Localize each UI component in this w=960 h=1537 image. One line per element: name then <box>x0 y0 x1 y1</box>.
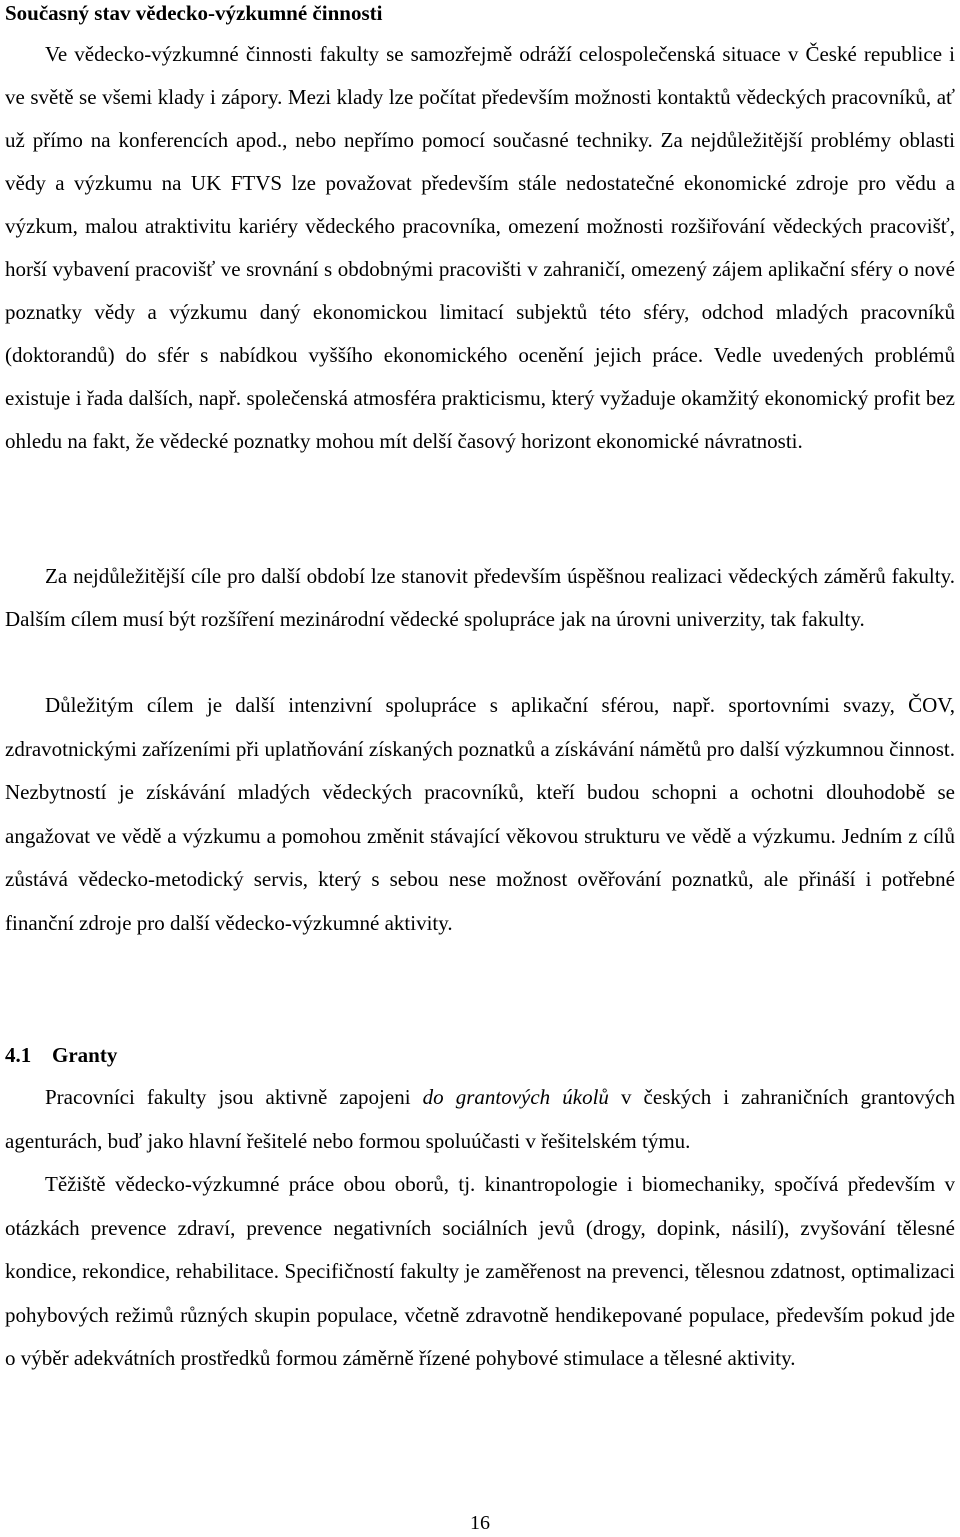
grants-text-after: v českých i zahraničních grantových agenturách, buď jako hlavní řešitelé nebo formou spoluúčasti v řešitelském týmu. <box>5 1085 955 1153</box>
subsection-title: Granty <box>52 1043 118 1067</box>
grants-text-before: Pracovníci fakulty jsou aktivně zapojeni <box>45 1085 423 1109</box>
section-title: Současný stav vědecko-výzkumné činnosti <box>5 1 383 25</box>
paragraph-research-focus: Těžiště vědecko-výzkumné práce obou oborů, tj. kinantropologie i biomechaniky, spočívá především v otázkách prevence zdraví, prevence negativních sociálních jevů (drogy, dopink, násilí), zvyšování tělesné kondice, rekondice, rehabilitace. Specifičností fakulty je zaměřenost na prevenci, tělesnou zdatnost, optimalizaci pohybových režimů různých skupin populace, včetně zdravotně hendikepované populace, především pokud jde o výběr adekvátních prostředků formou záměrně řízené pohybové stimulace a tělesné aktivity. <box>5 1172 955 1370</box>
page-number: 16 <box>470 1512 490 1534</box>
subsection-number: 4.1 <box>5 1043 32 1067</box>
grants-text-emphasis: do grantových úkolů <box>422 1085 609 1109</box>
paragraph-goals: Za nejdůležitější cíle pro další období lze stanovit především úspěšnou realizaci vědeckých záměrů fakulty. Dalším cílem musí být rozšíření mezinárodní vědecké spolupráce jak na úrovni univerzity, tak fakulty. <box>5 564 955 631</box>
paragraph-grants <box>5 1076 955 1163</box>
paragraph-current-state: Ve vědecko-výzkumné činnosti fakulty se samozřejmě odráží celospolečenská situace v České republice i ve světě se všemi klady i zápory. Mezi klady lze počítat především možnosti kontaktů vědeckých pracovníků, ať už přímo na konferencích apod., nebo nepřímo pomocí současné techniky. Za nejdůležitější problémy oblasti vědy a výzkumu na UK FTVS lze považovat především stále nedostatečné ekonomické zdroje pro vědu a výzkum, malou atraktivitu kariéry vědeckého pracovníka, omezení možnosti rozšiřování vědeckých pracovišť, horší vybavení pracovišť ve srovnání s obdobnými pracovišti v zahraničí, omezený zájem aplikační sféry o nové poznatky vědy a výzkumu daný ekonomickou limitací subjektů této sféry, odchod mladých pracovníků (doktorandů) do sfér s nabídkou vyššího ekonomického ocenění jejich práce. Vedle uvedených problémů existuje i řada dalších, např. společenská atmosféra prakticismu, který vyžaduje okamžitý ekonomický profit bez ohledu na fakt, že vědecké poznatky mohou mít delší časový horizont ekonomické návratnosti. <box>5 42 955 453</box>
subsection-heading <box>5 1041 117 1069</box>
paragraph-cooperation: Důležitým cílem je další intenzivní spolupráce s aplikační sférou, např. sportovními svazy, ČOV, zdravotnickými zařízeními při uplatňování získaných poznatků a získávání námětů pro další výzkumnou činnost. Nezbytností je získávání mladých vědeckých pracovníků, kteří budou schopni a ochotni dlouhodobě se angažovat ve vědě a výzkumu a pomohou změnit stávající věkovou strukturu ve vědě a výzkumu. Jedním z cílů zůstává vědecko-metodický servis, který s sebou nese možnost ověřování poznatků, ale přináší i potřebné finanční zdroje pro další vědecko-výzkumné aktivity. <box>5 693 955 935</box>
